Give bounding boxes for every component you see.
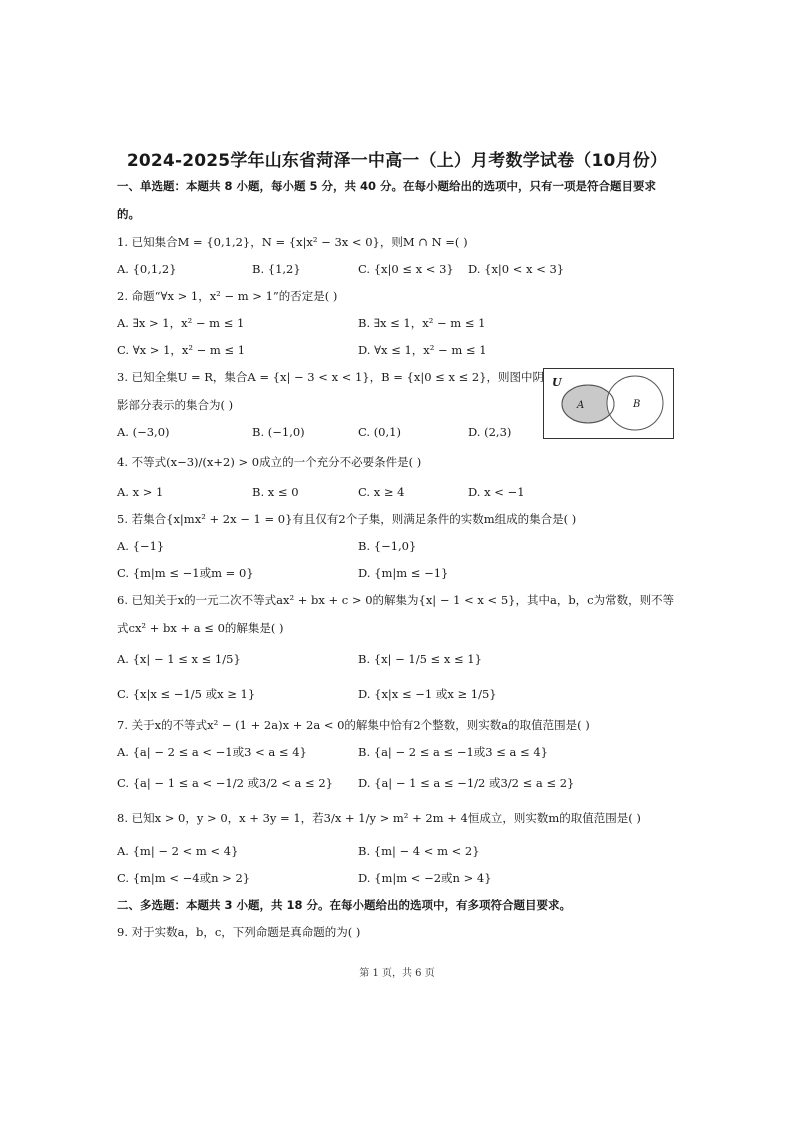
question-3-option-a: A. (−3,0)	[117, 425, 170, 439]
question-3-option-c: C. (0,1)	[358, 425, 401, 439]
section1-header-line1: 一、单选题：本题共 8 小题，每小题 5 分，共 40 分。在每小题给出的选项中，只有一项是符合题目要求	[117, 179, 657, 193]
question-1-option-b: B. {1,2}	[252, 262, 301, 276]
venn-label-a: A	[577, 400, 585, 411]
question-2-option-d: D. ∀x ≤ 1，x² − m ≤ 1	[358, 343, 487, 357]
question-5-option-d: D. {m|m ≤ −1}	[358, 566, 449, 580]
question-7-option-a: A. {a| − 2 ≤ a < −1或3 < a ≤ 4}	[117, 745, 307, 759]
question-6-stem-line1: 6. 已知关于x的一元二次不等式ax² + bx + c > 0的解集为{x| − 1 < x < 5}，其中a，b，c为常数，则不等	[117, 593, 675, 607]
question-4-option-d: D. x < −1	[468, 485, 525, 499]
question-5-option-c: C. {m|m ≤ −1或m = 0}	[117, 566, 254, 580]
venn-label-b: B	[633, 399, 641, 410]
question-1-option-c: C. {x|0 ≤ x < 3}	[358, 262, 454, 276]
question-6-option-d: D. {x|x ≤ −1 或x ≥ 1/5}	[358, 687, 497, 701]
question-6-option-a: A. {x| − 1 ≤ x ≤ 1/5}	[117, 652, 241, 666]
question-2-option-c: C. ∀x > 1，x² − m ≤ 1	[117, 343, 246, 357]
question-2-stem: 2. 命题“∀x > 1，x² − m > 1”的否定是( )	[117, 289, 338, 303]
page-footer: 第 1 页，共 6 页	[359, 968, 435, 979]
question-7-option-d: D. {a| − 1 ≤ a ≤ −1/2 或3/2 ≤ a ≤ 2}	[358, 776, 575, 790]
question-1-option-d: D. {x|0 < x < 3}	[468, 262, 565, 276]
question-7-option-b: B. {a| − 2 ≤ a ≤ −1或3 ≤ a ≤ 4}	[358, 745, 548, 759]
question-1-option-a: A. {0,1,2}	[117, 262, 177, 276]
question-4-stem: 4. 不等式(x−3)/(x+2) > 0成立的一个充分不必要条件是( )	[117, 455, 422, 469]
question-5-stem: 5. 若集合{x|mx² + 2x − 1 = 0}有且仅有2个子集，则满足条件的实数m组成的集合是( )	[117, 512, 577, 526]
question-8-option-b: B. {m| − 4 < m < 2}	[358, 844, 480, 858]
question-6-option-b: B. {x| − 1/5 ≤ x ≤ 1}	[358, 652, 482, 666]
question-7-stem: 7. 关于x的不等式x² − (1 + 2a)x + 2a < 0的解集中恰有2个整数，则实数a的取值范围是( )	[117, 718, 590, 732]
question-3-stem-line1: 3. 已知全集U = R，集合A = {x| − 3 < x < 1}，B = {x|0 ≤ x ≤ 2}，则图中阴	[117, 370, 545, 384]
question-1-stem: 1. 已知集合M = {0,1,2}，N = {x|x² − 3x < 0}，则M ∩ N =( )	[117, 235, 468, 249]
question-8-stem: 8. 已知x > 0，y > 0，x + 3y = 1，若3/x + 1/y > m² + 2m + 4恒成立，则实数m的取值范围是( )	[117, 811, 641, 825]
section1-header-line2: 的。	[117, 207, 140, 221]
question-5-option-b: B. {−1,0}	[358, 539, 417, 553]
question-5-option-a: A. {−1}	[117, 539, 165, 553]
question-4-option-a: A. x > 1	[117, 485, 164, 499]
question-3-option-d: D. (2,3)	[468, 425, 512, 439]
question-7-option-c: C. {a| − 1 ≤ a < −1/2 或3/2 < a ≤ 2}	[117, 776, 333, 790]
question-6-option-c: C. {x|x ≤ −1/5 或x ≥ 1}	[117, 687, 256, 701]
question-3-option-b: B. (−1,0)	[252, 425, 305, 439]
question-8-option-c: C. {m|m < −4或n > 2}	[117, 871, 251, 885]
question-4-option-b: B. x ≤ 0	[252, 485, 299, 499]
question-9-stem: 9. 对于实数a，b，c，下列命题是真命题的为( )	[117, 925, 361, 939]
question-2-option-b: B. ∃x ≤ 1，x² − m ≤ 1	[358, 316, 486, 330]
venn-diagram	[543, 368, 674, 439]
question-6-stem-line2: 式cx² + bx + a ≤ 0的解集是( )	[117, 621, 284, 635]
question-8-option-a: A. {m| − 2 < m < 4}	[117, 844, 239, 858]
venn-label-u: U	[552, 376, 562, 389]
question-3-stem-line2: 影部分表示的集合为( )	[117, 398, 234, 412]
question-2-option-a: A. ∃x > 1，x² − m ≤ 1	[117, 316, 245, 330]
question-4-option-c: C. x ≥ 4	[358, 485, 405, 499]
page-title: 2024-2025学年山东省菏泽一中高一（上）月考数学试卷（10月份）	[126, 151, 668, 171]
question-8-option-d: D. {m|m < −2或n > 4}	[358, 871, 492, 885]
section2-header: 二、多选题：本题共 3 小题，共 18 分。在每小题给出的选项中，有多项符合题目要求。	[117, 898, 572, 912]
